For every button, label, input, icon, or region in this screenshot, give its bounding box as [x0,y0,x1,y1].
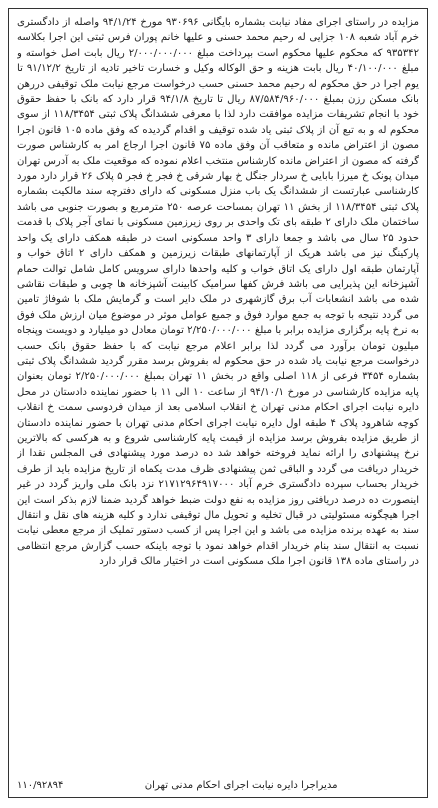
signature-line: مدیراجرا دایره نیابت اجرای احکام مدنی تهران [144,780,338,791]
notice-code: ۱۱۰/۹۲۸۹۴ [17,780,64,791]
notice-body-text: مزایده در راستای اجرای مفاد نیابت بشماره بایگانی ۹۳۰۶۹۶ مورخ ۹۴/۱/۲۴ واصله از دادگستری خرم آباد شعبه ۱۰۸ جزایی له رحیم محمد حسنی و علیها خانم پوران فرس ثبتی این اجرا بکلاسه ۹۳۵۳۴۲ که محکوم علیها محکوم است بپرداخت مبلغ ۲/۰۰۰/۰۰۰/۰۰۰ ریال بابت اصل خواسته و مبلغ ۴۰/۱۰۰/۰۰۰ ریال بابت هزینه و حق الوکاله وکیل و خسارت تاخیر تادیه از تاریخ ۹۱/۱۲/۲ تا یوم اجرا در حق محکوم له رحیم محمد حسنی حسب درخواست مرجع نیابت ملک توقیفی دررهن بانک مسکن رزن بمبلغ ۸۷/۵۸۴/۹۶۰/۰۰۰ ریال تا تاریخ ۹۴/۱/۸ قرار دارد که بانک با حفظ حقوق خود با انجام تشریفات مزایده موافقت دارد لذا با معرفی ششدانگ پلاک ثبتی ۱۱۸/۳۴۵۴ از سوی محکوم له و به تبع آن از پلاک ثبتی یاد شده توقیف و اقدام گردیده که وفق ماده ۱۰۵ قانون اجرا مصون از اعتراض مانده و متعاقب آن وفق ماده ۷۵ قانون اجرا ارجاع امر به کارشناس صورت گرفته که مصون از اعتراض مانده کارشناس منتخب اعلام نموده که موقعیت ملک به آدرس تهران میدان پونک خ میرزا بابایی خ سردار جنگل خ بهار شرقی خ فجر خ فجر ۵ پلاک ۲۶ قرار دارد مورد کارشناسی عبارتست از ششدانگ یک باب منزل مسکونی که دارای دفترچه سند مالکیت بشماره پلاک ثبتی ۱۱۸/۳۴۵۴ از بخش ۱۱ تهران بمساحت عرصه ۲۵۰ مترمربع و بصورت جنوبی می باشد ساختمان ملک دارای ۲ طبقه بای تک واحدی بر روی زیرزمین مسکونی با نمای آجر پلاک با قدمت حدود ۲۵ سال می باشد و جمعا دارای ۳ واحد مسکونی است در طبقه همکف دارای یک واحد پارکینگ نیز می باشد هریک از آپارتمانهای طبقات زیرزمین و همکف دارای ۲ اتاق خواب و آپارتمان طبقه اول دارای یک اتاق خواب و کلیه واحدها دارای سرویس کامل شامل توالت حمام آشپزخانه این پذیرایی می باشد فرش کفها سرامیک کابینت آشپزخانه ها چوبی و طبقات نقاشی شده می باشد انشعابات آب برق گازشهری در ملک دایر است و گرمایش ملک با شوفاژ تامین می گردد نتیجه با توجه به جمع موارد فوق و جمیع عوامل موثر در موضوع میان ارزش ملک فوق به نرخ پایه برگزاری مزایده برابر با مبلغ ۲/۲۵۰/۰۰۰/۰۰۰ تومان معادل دو میلیارد و دویست وپنجاه میلیون تومان برآورد می گردد لذا برابر اعلام مرجع نیابت که با حفظ حقوق بانک حسب درخواست مرجع نیابت یاد شده در حق محکوم له بفروش برسد مقرر گردید ششدانگ پلاک ثبتی بشماره ۳۴۵۴ فرعی از ۱۱۸ اصلی واقع در بخش ۱۱ تهران بمبلغ ۲/۲۵۰/۰۰۰/۰۰۰ تومان بعنوان پایه مزایده کارشناسی در مورخ ۹۴/۱۰/۱ از ساعت ۱۰ الی ۱۱ با حضور نماینده دادستان در محل دایره نیابت اجرای احکام مدنی تهران خ انقلاب اسلامی بعد از میدان فردوسی سمت خ انقلاب کوچه شاهرود پلاک ۴ طبقه اول دایره نیابت اجرای احکام مدنی تهران با حضور نماینده دادستان از طریق مزایده بفروش برسد مزایده از قیمت پایه کارشناسی شروع و به هرکسی که بالاترین نرخ پیشنهادی را ارائه نماید فروخته خواهد شد ده درصد مورد پیشنهادی فی المجلس نقدا از خریدار دریافت می گردد و الباقی ثمن پیشنهادی ظرف مدت یکماه از تاریخ مزایده باید از طرف خریدار بحساب سپرده دادگستری خرم آباد ۲۱۷۱۲۹۶۴۹۱۷۰۰۰ نزد بانک ملی واریز گردد در غیر اینصورت ده درصد دریافتی روز مزایده به نفع دولت ضبط خواهد گردید ضمنا لازم بذکر است این اجرا هیچگونه مسئولیتی در قبال تخلیه و تحویل مال توقیفی ندارد و کلیه هزینه های نقل و انتقال سند به عهده برنده مزایده می باشد و این اجرا پس از کسب دستور تملیک از مرجع معطی نیابت نسبت به انتقال سند بنام خریدار اقدام خواهد نمود با توجه باینکه حسب گزارش مرجع انتظامی در راستای ماده ۱۳۸ قانون اجرا ملک مسکونی است در اختیار مالک قرار دارد [17,17,419,568]
legal-notice-box [8,8,428,798]
notice-footer [17,778,419,791]
